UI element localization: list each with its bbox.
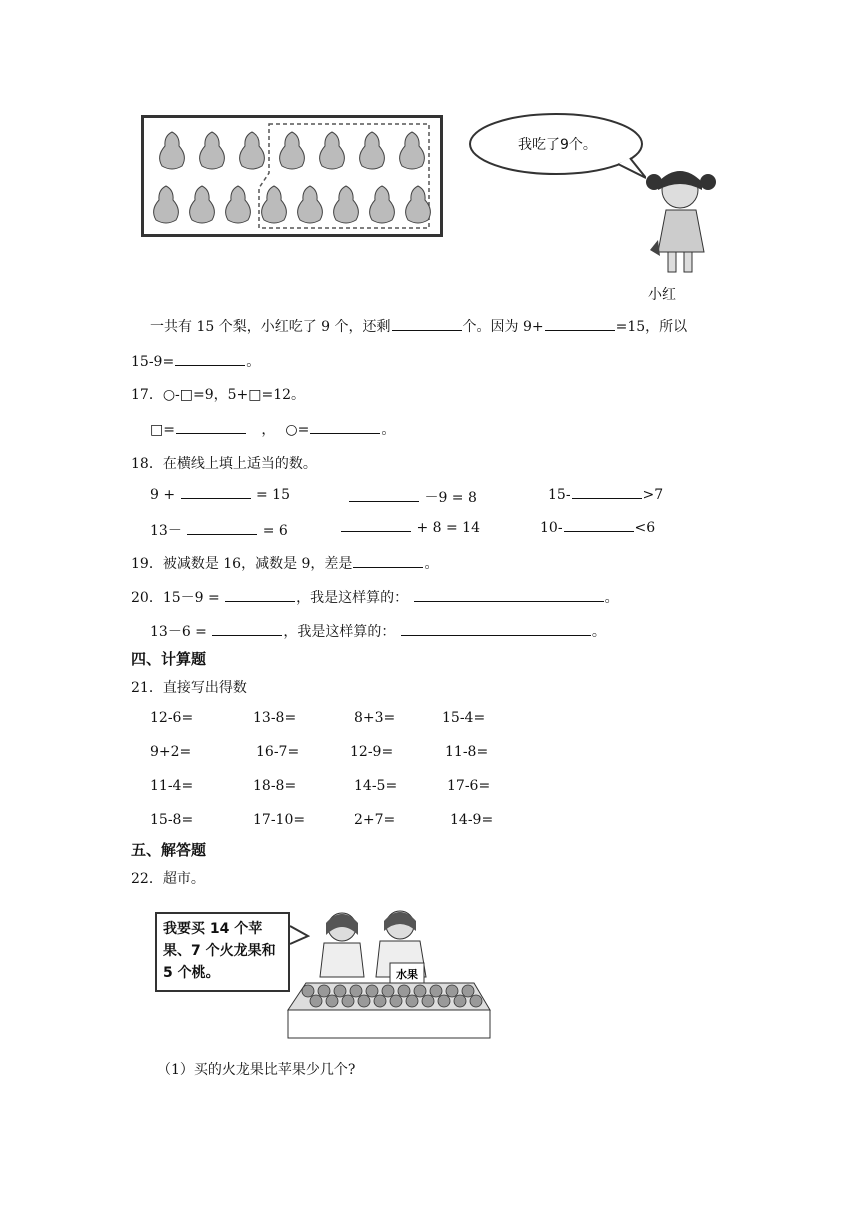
q21-r0c3: 15-4= [442, 710, 486, 726]
q17-circle-label: ○= [285, 422, 310, 438]
q18-text: 13－ [150, 523, 182, 539]
q18-text: = 6 [262, 523, 288, 539]
q20-line1 [131, 587, 619, 607]
q18-r1c1 [150, 487, 290, 503]
pear-icon [154, 186, 179, 223]
pear-icon [240, 132, 265, 169]
fruit-icon [318, 985, 330, 997]
fruit-icon [310, 995, 322, 1007]
q21-r3c1: 17-10= [253, 812, 306, 828]
q17-end: 。 [381, 422, 396, 438]
q18-blank[interactable] [187, 533, 257, 535]
q21-r1c3: 11-8= [445, 744, 489, 760]
pear-icon [298, 186, 323, 223]
q18-r1c2 [348, 487, 477, 507]
fruit-icon [406, 995, 418, 1007]
q21-title: 21．直接写出得数 [131, 680, 247, 696]
section-5-heading: 五、解答题 [131, 841, 207, 859]
q17-answers [150, 419, 395, 439]
q16-text-c: =15，所以 [615, 319, 688, 335]
q17-title: 17．○-□=9，5+□=12。 [131, 387, 306, 403]
q22-sub1: （1）买的火龙果比苹果少几个? [157, 1062, 356, 1078]
fruit-icon [374, 995, 386, 1007]
girl-illustration [638, 160, 728, 280]
pear-icon [190, 186, 215, 223]
q19 [131, 553, 438, 573]
q21-r2c2: 14-5= [354, 778, 398, 794]
q18-text: <6 [634, 520, 656, 536]
q21-r2c0: 11-4= [150, 778, 194, 794]
q21-r0c1: 13-8= [253, 710, 297, 726]
q18-blank[interactable] [341, 530, 411, 532]
q20-text: 13－6 = [150, 624, 207, 640]
fruit-icon [438, 995, 450, 1007]
q21-r1c1: 16-7= [256, 744, 300, 760]
pear-icon [226, 186, 251, 223]
q18-r1c3 [548, 487, 663, 503]
q16-line1 [150, 316, 687, 336]
q17-blank-square[interactable] [176, 432, 246, 434]
q21-r2c3: 17-6= [447, 778, 491, 794]
q20-text: ，我是这样算的： [296, 590, 409, 606]
q20-line2 [150, 621, 606, 641]
fruit-icon [454, 995, 466, 1007]
q18-text: >7 [642, 487, 664, 503]
pears-illustration [144, 118, 440, 234]
q18-r2c2 [340, 520, 480, 536]
q20-blank-method[interactable] [414, 600, 604, 602]
q18-blank[interactable] [349, 500, 419, 502]
fruit-icon [398, 985, 410, 997]
q20-text: ，我是这样算的： [283, 624, 396, 640]
fruit-icon [470, 995, 482, 1007]
fruit-sign: 水果 [396, 968, 418, 981]
fruit-icon [342, 995, 354, 1007]
fruit-icon [366, 985, 378, 997]
q18-text: + 8 = 14 [416, 520, 480, 536]
q20-blank-method[interactable] [401, 634, 591, 636]
q20-blank-result[interactable] [225, 600, 295, 602]
q18-blank[interactable] [564, 530, 634, 532]
q20-blank-result[interactable] [212, 634, 282, 636]
bubble-text: 我吃了9个。 [518, 137, 597, 153]
pear-icon [370, 186, 395, 223]
q20-text: 20．15－9 = [131, 590, 220, 606]
q18-text: 9 + [150, 487, 176, 503]
fruit-icon [462, 985, 474, 997]
q18-blank[interactable] [181, 497, 251, 499]
q22-title: 22．超市。 [131, 871, 205, 887]
q18-text: －9 = 8 [424, 490, 477, 506]
pear-icon [160, 132, 185, 169]
section-4-heading: 四、计算题 [131, 650, 207, 668]
q16-blank-remaining[interactable] [392, 329, 462, 331]
pear-icon [406, 186, 431, 223]
q21-r1c2: 12-9= [350, 744, 394, 760]
fruit-icon [326, 995, 338, 1007]
pear-icon [320, 132, 345, 169]
q18-title: 18．在横线上填上适当的数。 [131, 456, 317, 472]
q16-text-d: 15-9= [131, 354, 175, 370]
q21-r0c0: 12-6= [150, 710, 194, 726]
fruit-icon [302, 985, 314, 997]
q21-r3c2: 2+7= [354, 812, 396, 828]
shopper-speech: 我要买 14 个苹果、7 个火龙果和 5 个桃。 [155, 912, 290, 992]
pear-icon [200, 132, 225, 169]
q20-text: 。 [604, 590, 619, 606]
q19-blank[interactable] [353, 566, 423, 568]
fruit-icon [390, 995, 402, 1007]
q18-blank[interactable] [572, 497, 642, 499]
fruit-icon [334, 985, 346, 997]
fruit-icon [422, 995, 434, 1007]
q20-text: 。 [591, 624, 606, 640]
q16-text-a: 一共有 15 个梨，小红吃了 9 个，还剩 [150, 319, 391, 335]
q21-r3c0: 15-8= [150, 812, 194, 828]
fruit-icon [414, 985, 426, 997]
q18-r2c1 [150, 520, 288, 540]
q21-r0c2: 8+3= [354, 710, 396, 726]
q17-blank-circle[interactable] [310, 432, 380, 434]
q21-r2c1: 18-8= [253, 778, 297, 794]
q17-square-label: □= [150, 422, 175, 438]
q16-blank-diff[interactable] [175, 364, 245, 366]
q16-blank-addend[interactable] [545, 329, 615, 331]
q18-text: 15- [548, 487, 571, 503]
q18-text: 10- [540, 520, 563, 536]
fruit-icon [350, 985, 362, 997]
fruit-icon [358, 995, 370, 1007]
fruit-icon [382, 985, 394, 997]
pear-icon [334, 186, 359, 223]
fruit-icon [446, 985, 458, 997]
q16-line2 [131, 351, 260, 371]
q21-r3c3: 14-9= [450, 812, 494, 828]
speech-bubble [468, 112, 646, 176]
q19-text: 19．被减数是 16，减数是 9，差是 [131, 556, 353, 572]
pear-icon [280, 132, 305, 169]
q16-text-e: 。 [246, 354, 261, 370]
pear-icon [400, 132, 425, 169]
fruit-icon [430, 985, 442, 997]
q18-r2c3 [540, 520, 655, 536]
q21-r1c0: 9+2= [150, 744, 192, 760]
q16-text-b: 个。因为 9+ [462, 319, 544, 335]
q17-sep: ， [261, 422, 276, 438]
q19-end: 。 [424, 556, 439, 572]
pear-icon [262, 186, 287, 223]
q18-text: = 15 [256, 487, 290, 503]
pear-box [141, 115, 443, 237]
pear-icon [360, 132, 385, 169]
girl-label: 小红 [648, 287, 676, 303]
fruit-stand-illustration [284, 905, 494, 1040]
